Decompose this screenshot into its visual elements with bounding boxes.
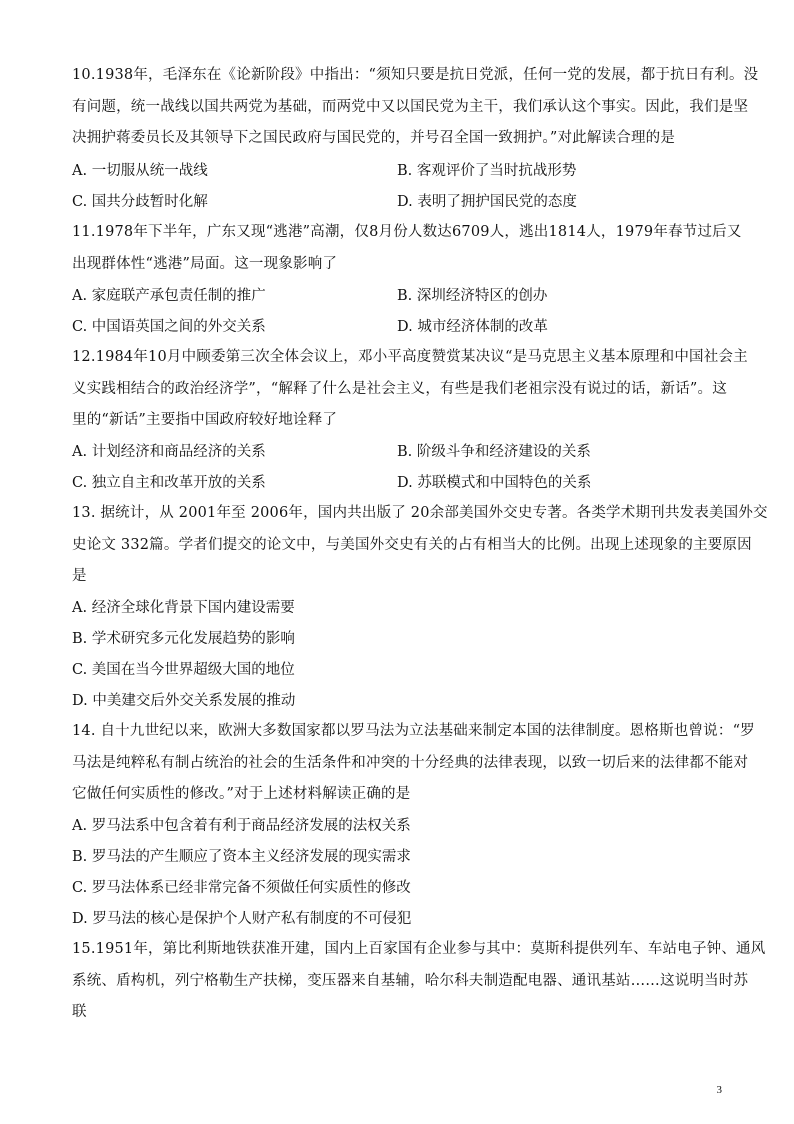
question-line: 义实践相结合的政治经济学”，“解释了什么是社会主义，有些是我们老祖宗没有说过的话，新话”。这	[72, 380, 727, 397]
option-a: A. 一切服从统一战线	[72, 163, 208, 179]
page-number: 3	[716, 1084, 722, 1096]
option-a: A. 罗马法系中包含着有利于商品经济发展的法权关系	[72, 818, 411, 834]
option-c: C. 罗马法体系已经非常完备不须做任何实质性的修改	[72, 880, 411, 896]
question-line: 13. 据统计，从 2001年至 2006年，国内共出版了 20余部美国外交史专著。各类学术期刊共发表美国外交	[72, 505, 768, 521]
option-d: D. 苏联模式和中国特色的关系	[397, 475, 592, 491]
question-line: 10.1938年，毛泽东在《论新阶段》中指出：“须知只要是抗日党派，任何一党的发展，都于抗日有利。没	[72, 67, 759, 83]
option-b: B. 罗马法的产生顺应了资本主义经济发展的现实需求	[72, 849, 411, 865]
option-a: A. 家庭联产承包责任制的推广	[72, 288, 266, 304]
question-line: 决拥护蒋委员长及其领导下之国民政府与国民党的，并号召全国一致拥护。”对此解读合理的是	[72, 130, 676, 146]
question-line: 里的“新话”主要指中国政府较好地诠释了	[72, 412, 338, 428]
question-line: 史论文 332篇。学者们提交的论文中，与美国外交史有关的占有相当大的比例。出现上述现象的主要原因	[72, 536, 752, 553]
question-15	[72, 934, 766, 1029]
option-b: B. 学术研究多元化发展趋势的影响	[72, 631, 295, 647]
option-b: B. 客观评价了当时抗战形势	[397, 163, 577, 179]
option-d: D. 城市经济体制的改革	[397, 319, 548, 335]
option-b: B. 深圳经济特区的创办	[397, 288, 548, 304]
question-line: 联	[72, 1004, 87, 1020]
option-b: B. 阶级斗争和经济建设的关系	[397, 444, 591, 460]
option-a: A. 计划经济和商品经济的关系	[72, 444, 266, 460]
option-d: D. 表明了拥护国民党的态度	[397, 194, 577, 210]
option-a: A. 经济全球化背景下国内建设需要	[72, 600, 295, 616]
question-line: 是	[72, 568, 87, 584]
option-c: C. 独立自主和改革开放的关系	[72, 475, 266, 491]
question-14	[72, 716, 755, 811]
option-d: D. 中美建交后外交关系发展的推动	[72, 693, 296, 709]
question-line: 有问题，统一战线以国共两党为基础，而两党中又以国民党为主干，我们承认这个事实。因此，我们是坚	[72, 98, 749, 115]
option-c: C. 中国语英国之间的外交关系	[72, 319, 266, 335]
option-c: C. 国共分歧暂时化解	[72, 194, 208, 210]
option-c: C. 美国在当今世界超级大国的地位	[72, 662, 295, 678]
question-line: 15.1951年，第比利斯地铁获准开建，国内上百家国有企业参与其中：莫斯科提供列车、车站电子钟、通风	[72, 941, 766, 957]
question-13	[72, 498, 768, 593]
question-12	[72, 342, 748, 437]
question-line: 出现群体性“逃港”局面。这一现象影响了	[72, 255, 338, 272]
question-line: 它做任何实质性的修改。”对于上述材料解读正确的是	[72, 786, 411, 802]
question-10	[72, 60, 759, 155]
option-d: D. 罗马法的核心是保护个人财产私有制度的不可侵犯	[72, 911, 412, 927]
question-line: 12.1984年10月中顾委第三次全体会议上，邓小平高度赞赏某决议“是马克思主义基本原理和中国社会主	[72, 349, 748, 365]
question-line: 14. 自十九世纪以来，欧洲大多数国家都以罗马法为立法基础来制定本国的法律制度。恩格斯也曾说：“罗	[72, 723, 755, 739]
question-line: 马法是纯粹私有制占统治的社会的生活条件和冲突的十分经典的法律表现，以致一切后来的法律都不能对	[72, 754, 749, 771]
question-line: 系统、盾构机，列宁格勒生产扶梯，变压器来自基辅，哈尔科夫制造配电器、通讯基站……这说明当时苏	[72, 972, 749, 989]
question-line: 11.1978年下半年，广东又现“逃港”高潮，仅8月份人数达6709人，逃出1814人，1979年春节过后又	[72, 224, 742, 240]
question-11	[72, 217, 742, 280]
